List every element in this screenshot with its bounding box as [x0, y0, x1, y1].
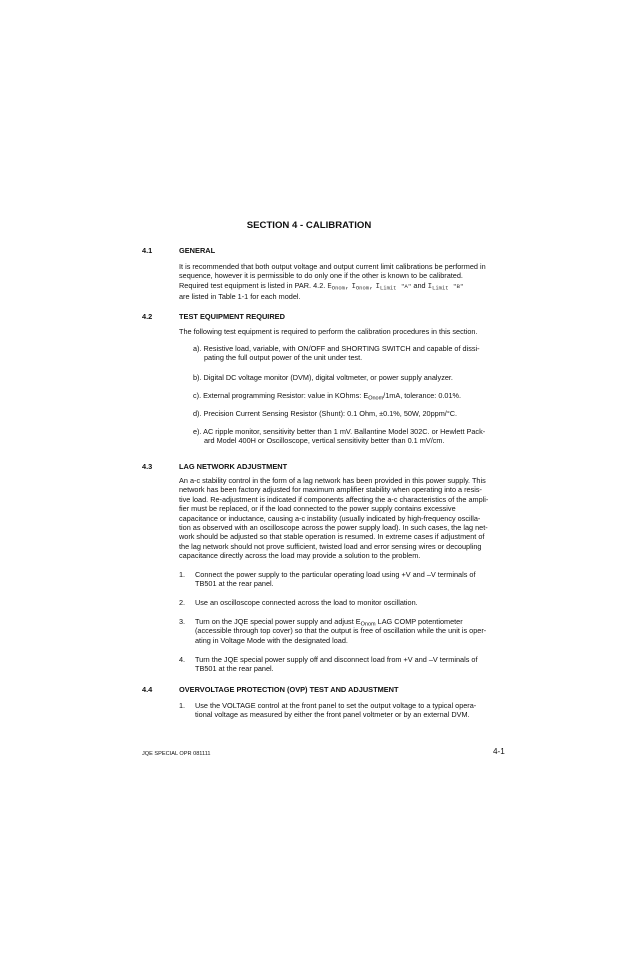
list-number: 1.	[179, 701, 186, 710]
text-line: It is recommended that both output voltage and output current limit calibrations be performed in	[179, 262, 486, 271]
text-span: Required test equipment is listed in PAR. 4.2.	[179, 280, 326, 290]
text-line: tive load. Re-adjustment is indicated if components affecting the a-c characteristics of the ampli-	[179, 494, 489, 504]
section-number: 4.2	[142, 312, 153, 321]
symbol: $E_{Onom}$,	[327, 282, 350, 292]
text-line: Use an oscilloscope connected across the load to monitor oscillation.	[195, 598, 418, 607]
footer-doc-id: JQE SPECIAL OPR 081111	[142, 751, 211, 757]
list-number: 3.	[179, 617, 186, 626]
symbol: $I_{Onom}$,	[351, 282, 374, 292]
text-line: (accessible through top cover) so that the output is free of oscillation while the unit is oper-	[195, 626, 487, 636]
section-heading: TEST EQUIPMENT REQUIRED	[179, 312, 285, 321]
section-number: 4.1	[142, 246, 153, 255]
page-title: SECTION 4 - CALIBRATION	[246, 220, 372, 231]
list-item: b). Digital DC voltage monitor (DVM), digital voltmeter, or power supply analyzer.	[193, 373, 453, 382]
text-line: TB501 at the rear panel.	[195, 664, 274, 674]
text-line: a). Resistive load, variable, with ON/OFF and SHORTING SWITCH and capable of dissi-	[193, 344, 480, 353]
list-number: 1.	[179, 570, 186, 579]
text-line: Use the VOLTAGE control at the front panel to set the output voltage to a typical opera-	[195, 701, 477, 710]
paragraph: The following test equipment is required to perform the calibration procedures in this section.	[179, 327, 478, 336]
section-number: 4.3	[142, 462, 153, 471]
list-item: c). External programming Resistor: value in KOhms: $E_{Onom}/1mA$, tolerance: 0.01%.	[193, 391, 462, 402]
section-number: 4.4	[142, 685, 153, 694]
text-line	[179, 281, 508, 292]
paragraph	[179, 476, 508, 561]
text-line: work should be adjusted so that stable operation is resumed. In extreme cases if adjustment of	[179, 532, 485, 542]
text-line: ating in Voltage Mode with the designated load.	[195, 635, 348, 645]
list-item	[193, 427, 508, 446]
text-span: and	[413, 280, 426, 290]
text-line: Turn on the JQE special power supply and adjust $E_{Onom}$ LAG COMP potentiometer	[195, 617, 463, 628]
text-line: e). AC ripple monitor, sensitivity better than 1 mV. Ballantine Model 302C. or Hewlett Pack-	[193, 427, 486, 436]
text-line: tional voltage as measured by either the front panel voltmeter or by an external DVM.	[195, 710, 470, 720]
text-line: network has been factory adjusted for maximum amplifier stability when operating into a resis-	[179, 485, 482, 495]
list-item	[193, 344, 508, 363]
paragraph	[179, 262, 508, 302]
section-heading: GENERAL	[179, 246, 216, 255]
symbol: $I_{Limit}$ "B"	[427, 282, 464, 292]
text-line: capacitance or inductance, causing a-c instability (usually indicated by high-frequency oscilla-	[179, 513, 481, 523]
list-number: 4.	[179, 655, 186, 664]
list-item: d). Precision Current Sensing Resistor (Shunt): 0.1 Ohm, ±0.1%, 50W, 20ppm/°C.	[193, 409, 458, 418]
text-line: the lag network should not prove sufficient, twisted load and error sensing wires or decoupling	[179, 541, 482, 551]
symbol: $I_{Limit}$ "A"	[375, 282, 412, 292]
text-line: TB501 at the rear panel.	[195, 579, 274, 589]
text-line: tion as observed with an oscilloscope across the power supply load). In such cases, the lag net-	[179, 523, 488, 533]
text-line: Turn the JQE special power supply off and disconnect load from +V and –V terminals of	[195, 655, 478, 664]
text-line: pating the full output power of the unit under test.	[204, 353, 363, 363]
text-line: fier must be replaced, or if the load connected to the power supply contains excessive	[179, 504, 456, 514]
text-line: ard Model 400H or Oscilloscope, vertical sensitivity better than 0.1 mV/cm.	[204, 436, 445, 446]
text-line: sequence, however it is permissible to do only one if the other is known to be calibrated.	[179, 271, 463, 281]
text-line: Connect the power supply to the particular operating load using +V and –V terminals of	[195, 570, 476, 579]
text-line: are listed in Table 1-1 for each model.	[179, 292, 301, 302]
list-number: 2.	[179, 598, 186, 607]
section-heading: LAG NETWORK ADJUSTMENT	[179, 462, 288, 471]
text-line: An a-c stability control in the form of a lag network has been provided in this power supply. This	[179, 476, 486, 485]
section-heading: OVERVOLTAGE PROTECTION (OVP) TEST AND ADJUSTMENT	[179, 685, 399, 694]
page-number: 4-1	[493, 747, 505, 756]
text-line: capacitance directly across the load may provide a solution to the problem.	[179, 551, 421, 561]
